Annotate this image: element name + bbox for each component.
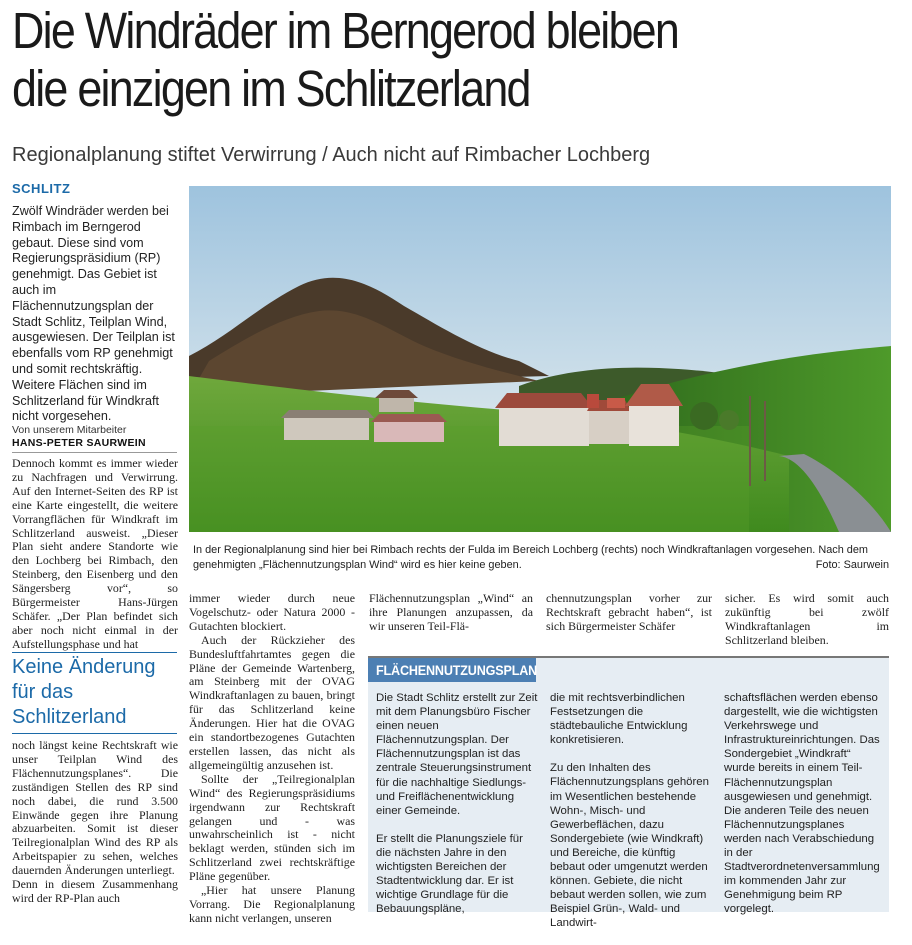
info-box-column-1: [376, 691, 539, 930]
byline-divider: [12, 452, 177, 453]
body-paragraph: Flächennutzungsplan „Wind“ an ihre Planungen anzupassen, da wir unseren Teil-Flä-: [369, 591, 533, 633]
headline-line-2: die einzigen im Schlitzerland: [12, 60, 530, 117]
byline-author: HANS-PETER SAURWEIN: [12, 437, 146, 449]
headline: [12, 2, 795, 118]
info-paragraph: die mit rechtsverbindlichen Festsetzungen die städtebauliche Entwicklung konkretisieren.: [550, 692, 688, 747]
info-box: [368, 656, 889, 930]
info-paragraph: schaftsflächen werden ebenso dargestellt, wie die wichtigsten Verkehrswege und Infrastruktureinrichtungen. Das Sondergebiet „Windkraft“ wurde bereits in einem Teil-Flächennutzungsplan ausgewiesen und genehmigt. Die anderen Teile des neuen Flächennutzungsplanes werden nach Verabschiedung in der Stadtverordnetenversammlung im kommenden Jahr zur Genehmigung beim RP vorgelegt.: [724, 692, 880, 916]
headline-line-1: Die Windräder im Berngerod bleiben: [12, 2, 679, 59]
article-column-3: [369, 592, 533, 634]
body-paragraph: sicher. Es wird somit auch zukünftig bei zwölf Windkraftanlagen im Schlitzerland bleiben.: [725, 591, 889, 647]
caption-text: In der Regionalplanung sind hier bei Rimbach rechts der Fulda im Bereich Lochberg (rechts) noch Windkraftanlagen vorgesehen. Nach dem genehmigten „Flächennutzungsplan Wind“ wird es hier keine geben.: [193, 544, 868, 571]
info-paragraph: Er stellt die Planungsziele für die nächsten Jahre in den wichtigsten Bereichen der Stadtentwicklung dar. Er ist wichtige Grundlage für die Bebauungspläne,: [376, 832, 523, 916]
body-paragraph: chennutzungsplan vorher zur Rechtskraft gebracht haben“, ist sich Bürgermeister Schäfer: [546, 591, 712, 633]
info-box-title: FLÄCHENNUTZUNGSPLAN: [368, 658, 536, 682]
byline-prefix: Von unserem Mitarbeiter: [12, 424, 127, 436]
body-paragraph: Sollte der „Teilregionalplan Wind“ des Regierungspräsidiums irgendwann zur Rechtskraft gelangen und - was unwahrscheinlich ist - nicht beklagt werden, stünden sich im Schlitzerland zwei rechtskräftige Pläne gegenüber.: [189, 771, 355, 884]
photo-credit: Foto: Saurwein: [815, 559, 889, 571]
info-paragraph: Zu den Inhalten des Flächennutzungsplans gehören im Wesentlichen bestehende Wohn-, Misch- und Gewerbeflächen, dazu Sondergebiete (wie Windkraft) und Bereiche, die künftig bebaut oder umgenutzt werden können. Gebiete, die nicht bebaut werden sollen, wie zum Beispiel Grün-, Wald- und Landwirt-: [550, 762, 709, 930]
photo-caption: [193, 543, 889, 573]
lead-paragraph: Zwölf Windräder werden bei Rimbach im Berngerod gebaut. Diese sind vom Regierungspräsidium (RP) genehmigt. Das Gebiet ist auch im Flächennutzungsplan der Stadt Schlitz, Teilplan Wind, ausgewiesen. Der Teilplan ist ebenfalls vom RP genehmigt und somit rechtskräftig. Weitere Flächen sind im Schlitzerland für Windkraft nicht vorgesehen.: [12, 204, 175, 424]
body-paragraph: Auch der Rückzieher des Bundesluftfahrtamtes gegen die Pläne der Gemeinde Wartenberg, am Steinberg mit der OVAG Windkraftanlagen zu bauen, bringt für das Schlitzerland keine Änderungen. Hier hat die OVAG ein standortbezogenes Gutachten erstellen lassen, das nicht als allgemeingültig anzusehen ist.: [189, 632, 355, 772]
location-label: SCHLITZ: [12, 181, 71, 196]
article-column-2: [189, 592, 355, 926]
article-column-1-bottom: [12, 739, 178, 906]
subheading-rule-top: [12, 652, 177, 653]
body-paragraph: Denn in diesem Zusammenhang wird der RP-Plan auch: [12, 877, 178, 905]
body-paragraph: immer wieder durch neue Vogelschutz- oder Natura 2000 - Gutachten blockiert.: [189, 591, 355, 633]
subheading: Keine Änderung für das Schlitzerland: [12, 656, 156, 728]
landscape-photo: [189, 186, 891, 532]
article-column-1-top: [12, 457, 178, 652]
info-box-column-3: [724, 691, 884, 931]
body-paragraph: noch längst keine Rechtskraft wie unser Teilplan Wind des Flächennutzungsplanes“. Die zuständigen Stellen des RP sind noch dabei, die rund 3.500 Einwände gegen ihre Planung abzuarbeiten. Somit ist dieser Teilregionalplan Wind des RP als Arbeitspapier zu sehen, welches dauernden Änderungen unterliegt.: [12, 738, 178, 878]
info-paragraph: Die Stadt Schlitz erstellt zur Zeit mit dem Planungsbüro Fischer einen neuen Flächennutzungsplan. Der Flächennutzungsplan ist das zentrale Steuerungsinstrument für die nachhaltige Siedlungs- und Freiflächenentwicklung einer Gemeinde.: [376, 692, 538, 817]
body-paragraph: Dennoch kommt es immer wieder zu Nachfragen und Verwirrung. Auf den Internet-Seiten des RP ist eine Karte eingestellt, die weitere Vorrangflächen für Windkraft im Schlitzerland ausweist. „Dieser Plan sieht andere Standorte wie den Lochberg bei Rimbach, den Steinberg, den Eisenberg und den Sängersberg vor“, so Bürgermeister Hans-Jürgen Schäfer. „Der Plan befindet sich aber noch nicht einmal in der Aufstellungsphase und hat: [12, 456, 178, 651]
body-paragraph: „Hier hat unsere Planung Vorrang. Die Regionalplanung kann nicht verlangen, unseren: [189, 883, 355, 925]
article-column-4: [546, 592, 712, 634]
subheading-rule-bottom: [12, 733, 177, 734]
subtitle: Regionalplanung stiftet Verwirrung / Auch nicht auf Rimbacher Lochberg: [12, 144, 651, 166]
article-column-5: [725, 592, 889, 648]
info-box-column-2: [550, 691, 710, 945]
